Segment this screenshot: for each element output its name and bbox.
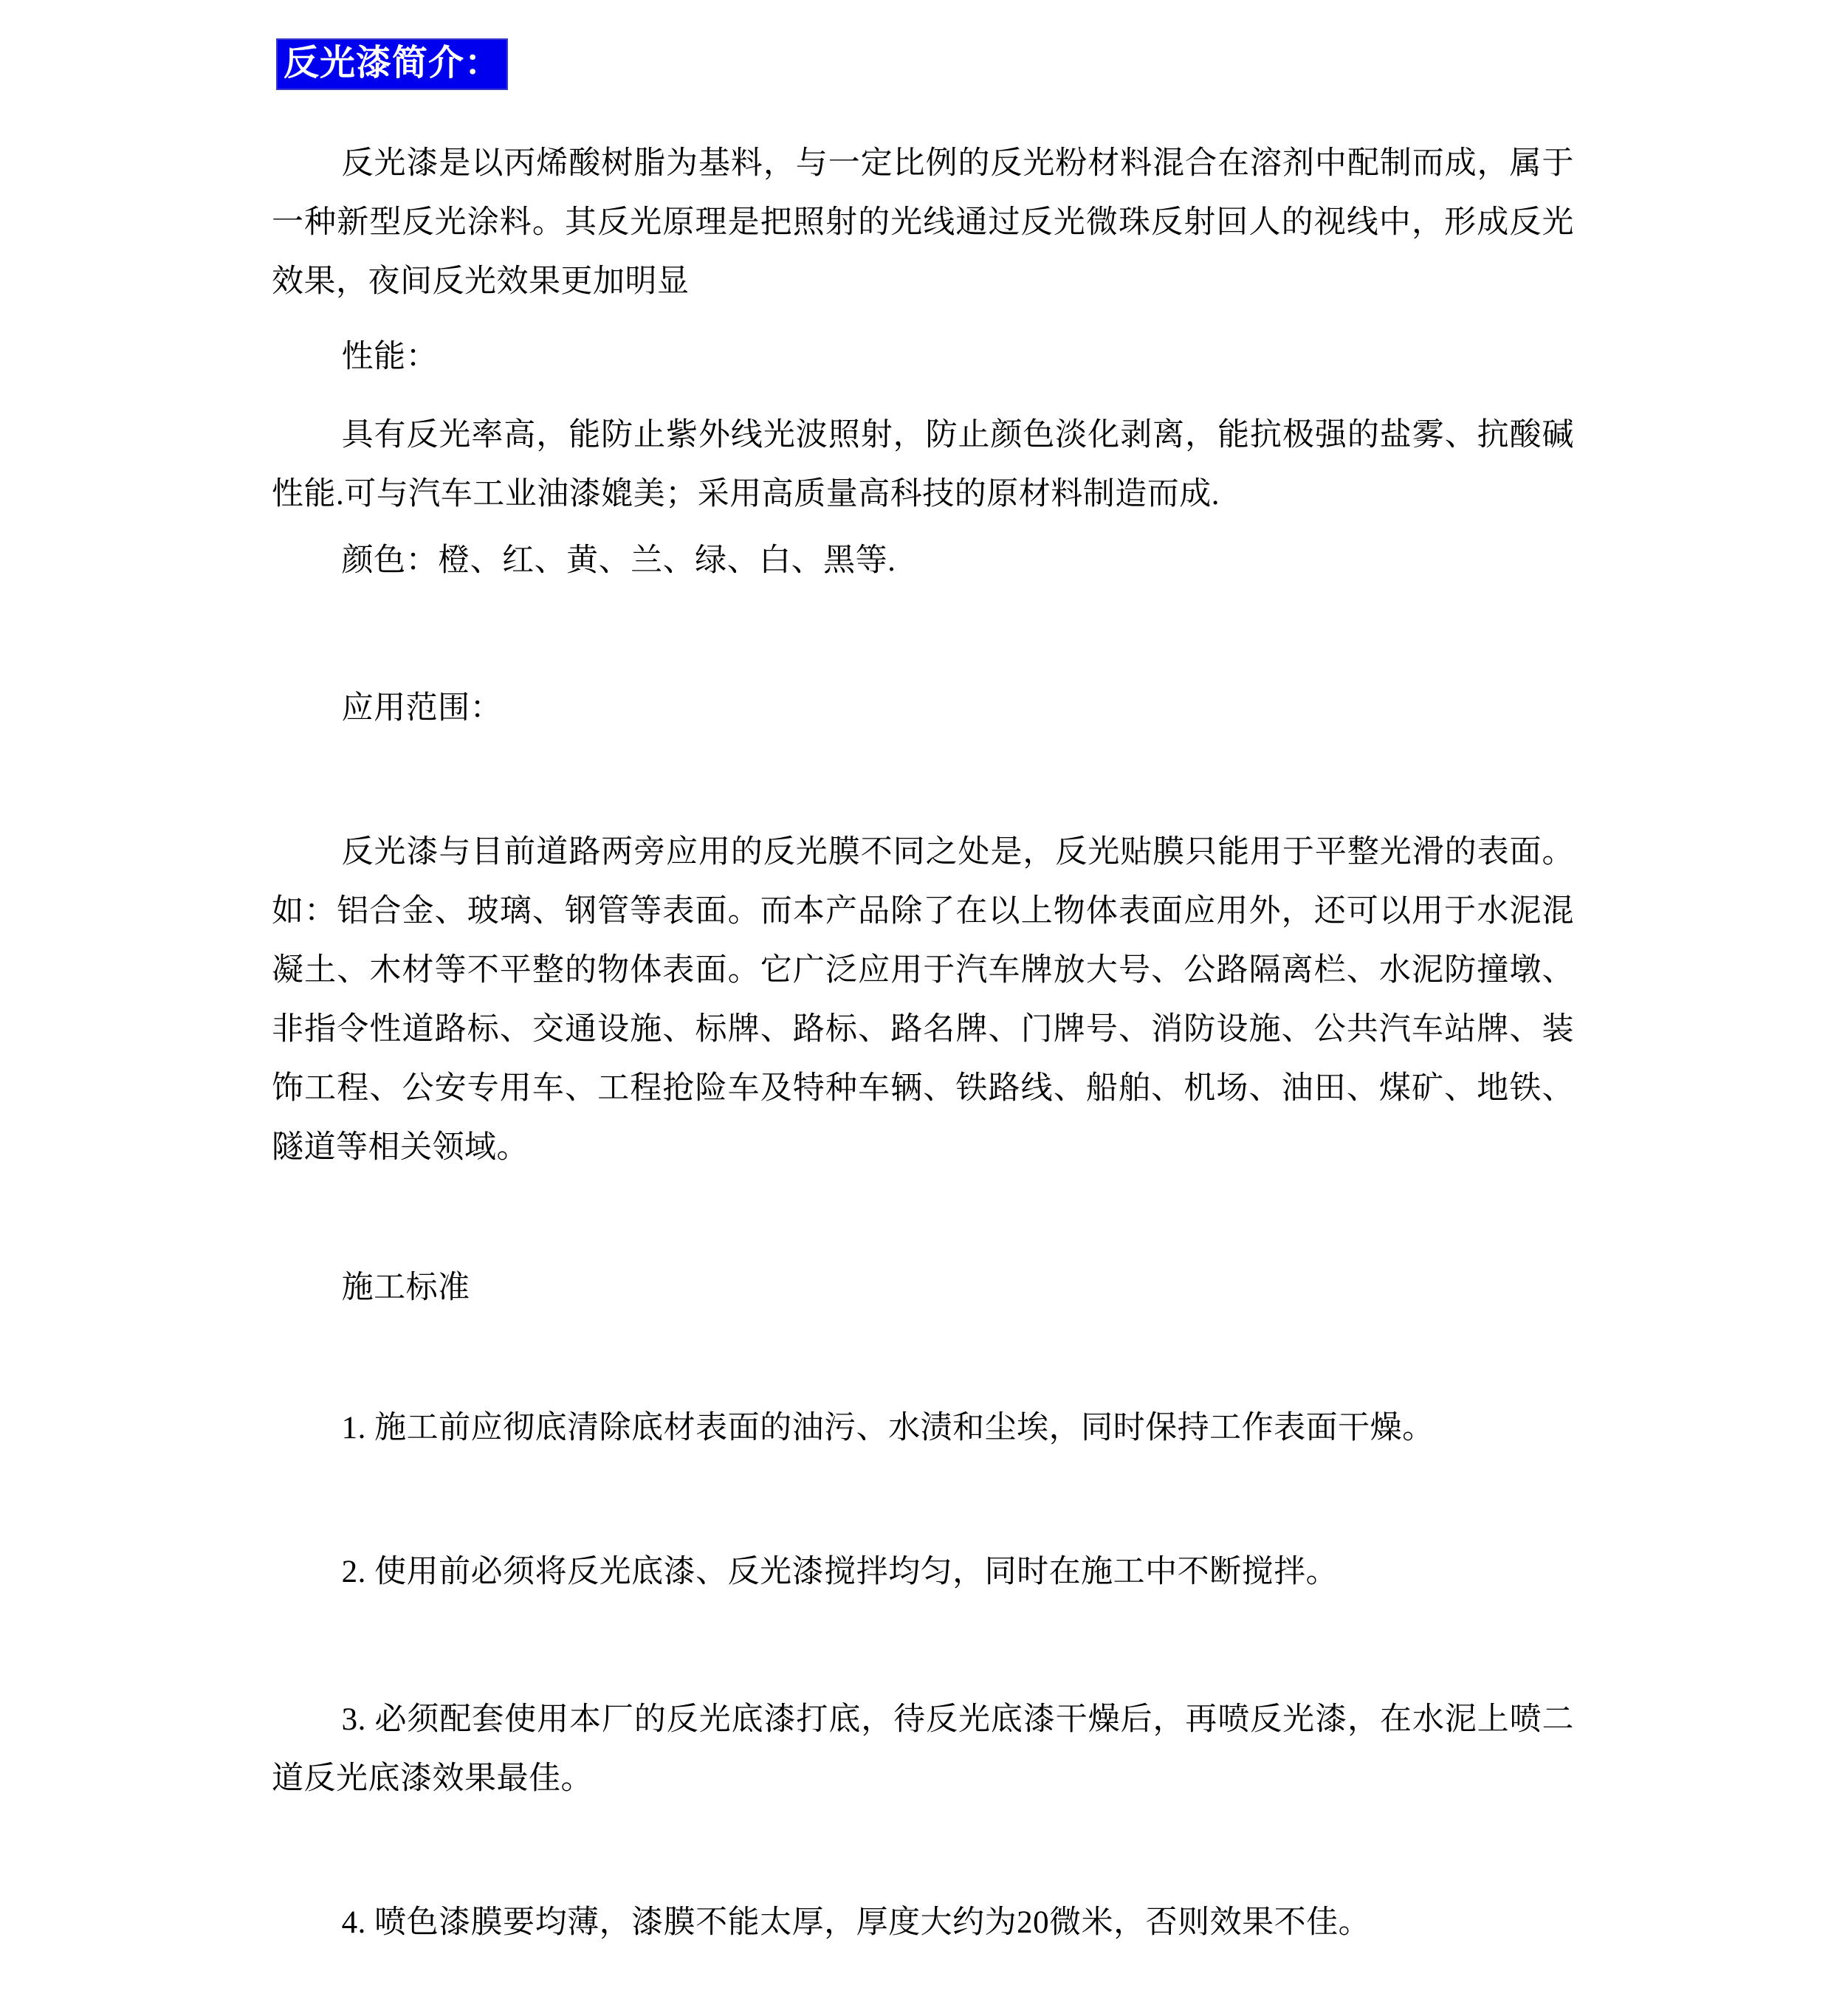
application-paragraph: 反光漆与目前道路两旁应用的反光膜不同之处是，反光贴膜只能用于平整光滑的表面。如：铝合金、玻璃、钢管等表面。而本产品除了在以上物体表面应用外，还可以用于水泥混凝土、木材等不平整的物体表面。它广泛应用于汽车牌放大号、公路隔离栏、水泥防撞墩、非指令性道路标、交通设施、标牌、路标、路名牌、门牌号、消防设施、公共汽车站牌、装饰工程、公安专用车、工程抢险车及特种车辆、铁路线、船舶、机场、油田、煤矿、地铁、隧道等相关领域。 [272, 835, 1574, 1165]
application-heading: 应用范围： [341, 691, 503, 726]
performance-heading: 性能： [341, 340, 439, 374]
page-title: 反光漆简介： [276, 38, 508, 90]
standard-item-1: 1. 施工前应彻底清除底材表面的油污、水渍和尘埃，同时保持工作表面干燥。 [341, 1411, 1435, 1445]
performance-paragraph: 具有反光率高，能防止紫外线光波照射，防止颜色淡化剥离，能抗极强的盐雾、抗酸碱性能.可与汽车工业油漆媲美；采用高质量高科技的原材料制造而成. [272, 418, 1574, 512]
standards-heading: 施工标准 [341, 1270, 470, 1305]
standard-item-2: 2. 使用前必须将反光底漆、反光漆搅拌均匀，同时在施工中不断搅拌。 [341, 1555, 1339, 1589]
colors-line: 颜色：橙、红、黄、兰、绿、白、黑等. [341, 543, 896, 578]
standard-item-3: 3. 必须配套使用本厂的反光底漆打底，待反光底漆干燥后，再喷反光漆，在水泥上喷二道反光底漆效果最佳。 [272, 1702, 1574, 1796]
intro-paragraph: 反光漆是以丙烯酸树脂为基料，与一定比例的反光粉材料混合在溶剂中配制而成，属于一种新型反光涂料。其反光原理是把照射的光线通过反光微珠反射回人的视线中，形成反光效果，夜间反光效果更加明显 [272, 146, 1574, 299]
standard-item-4: 4. 喷色漆膜要均薄，漆膜不能太厚，厚度大约为20微米，否则效果不佳。 [341, 1905, 1371, 1940]
